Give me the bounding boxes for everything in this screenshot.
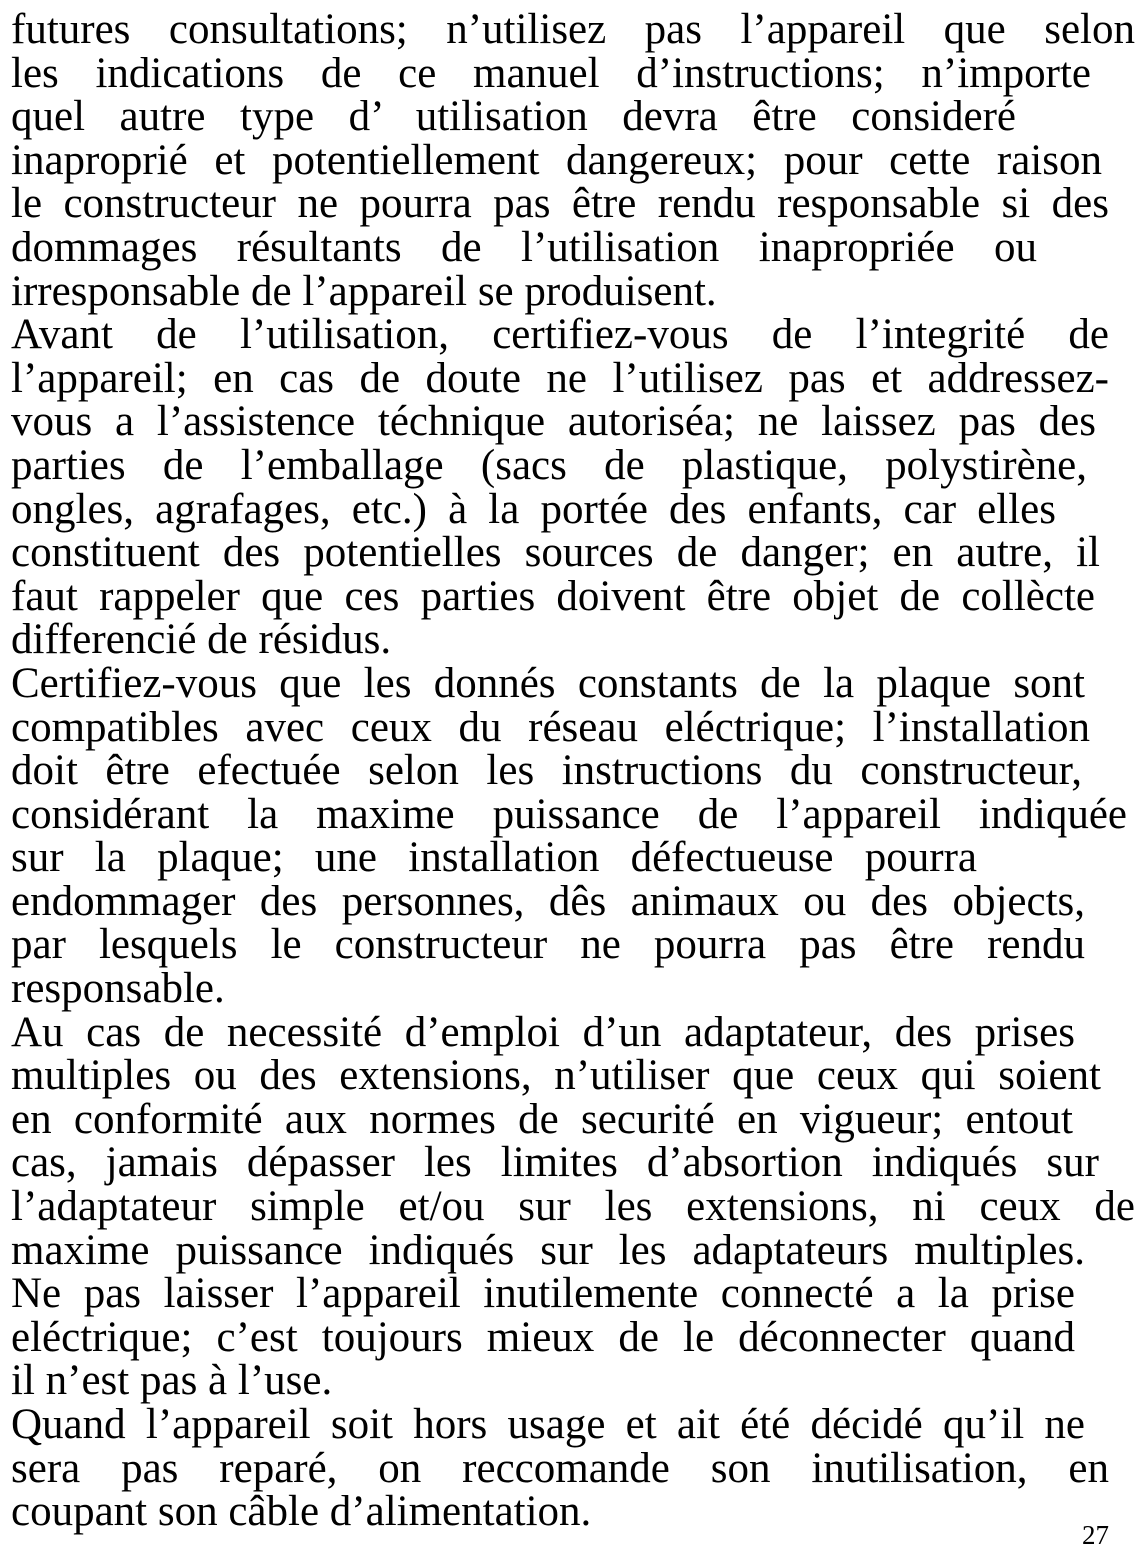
text-line: Quand l’appareil soit hors usage et ait été décidé qu’il ne [11,1401,1085,1448]
text-line: en conformité aux normes de securité en vigueur; entout [11,1095,1073,1143]
text-line: parties de l’emballage (sacs de plastique, polystirène, [11,441,1087,489]
text-line: l’adaptateur simple et/ou sur les extensions, ni ceux de [11,1183,1135,1231]
text-line: sur la plaque; une installation défectueuse pourra [11,834,977,882]
text-line: multiples ou des extensions, n’utiliser que ceux qui soient [11,1052,1101,1100]
text-line: constituent des potentielles sources de danger; en autre, il [11,529,1100,577]
text-line: inaproprié et potentiellement dangereux; pour cette raison [11,136,1102,184]
text-line: ongles, agrafages, etc.) à la portée des enfants, car elles [11,485,1056,533]
body-text [11,8,1135,1534]
text-line: Ne pas laisser l’appareil inutilemente connecté a la prise [11,1270,1075,1318]
text-line: irresponsable de l’appareil se produisent. [11,267,717,315]
text-line: futures consultations; n’utilisez pas l’appareil que selon [11,6,1135,53]
text-line: il n’est pas à l’use. [11,1357,333,1405]
text-line: endommager des personnes, dês animaux ou des objects, [11,877,1085,925]
text-line: dommages résultants de l’utilisation inapropriée ou [11,223,1037,271]
text-line: compatibles avec ceux du réseau eléctrique; l’installation [11,703,1090,751]
text-line: responsable. [11,965,225,1013]
text-line: considérant la maxime puissance de l’appareil indiquée [11,790,1127,838]
text-line: differencié de résidus. [11,616,392,664]
text-line: les indications de ce manuel d’instructions; n’importe [11,49,1091,97]
text-line: Au cas de necessité d’emploi d’un adaptateur, des prises [11,1008,1075,1056]
page-number: 27 [1082,1520,1109,1550]
text-line: le constructeur ne pourra pas être rendu responsable si des [11,180,1109,228]
text-line: quel autre type d’ utilisation devra être consideré [11,93,1016,141]
text-line: par lesquels le constructeur ne pourra pas être rendu [11,921,1085,969]
text-line: Avant de l’utilisation, certifiez-vous de l’integrité de [11,311,1109,359]
text-line: l’appareil; en cas de doute ne l’utilisez pas et addressez- [11,354,1109,402]
text-line: sera pas reparé, on reccomande son inutilisation, en [11,1444,1109,1492]
text-line: vous a l’assistence téchnique autoriséa; ne laissez pas des [11,398,1096,446]
text-line: coupant son câble d’alimentation. [11,1488,592,1536]
text-line: maxime puissance indiqués sur les adaptateurs multiples. [11,1226,1085,1274]
text-line: faut rappeler que ces parties doivent être objet de collècte [11,572,1095,620]
text-line: cas, jamais dépasser les limites d’absortion indiqués sur [11,1139,1099,1187]
text-line: Certifiez-vous que les donnés constants de la plaque sont [11,659,1085,707]
text-line: doit être efectuée selon les instructions du constructeur, [11,747,1082,795]
text-line: eléctrique; c’est toujours mieux de le déconnecter quand [11,1313,1075,1361]
